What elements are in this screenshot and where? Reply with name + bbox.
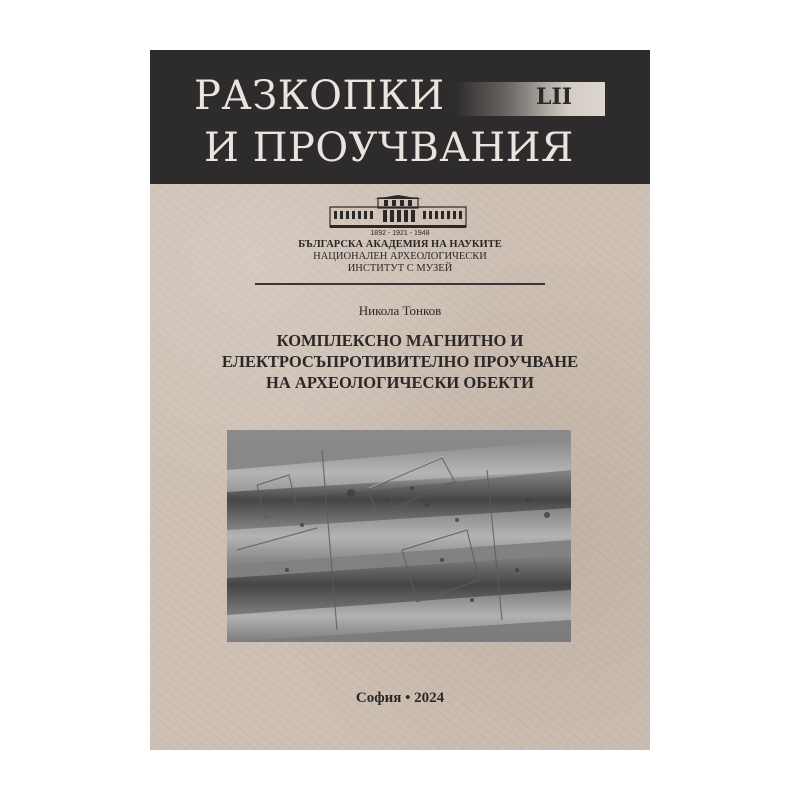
divider — [255, 283, 545, 285]
series-title-line2: И ПРОУЧВАНИЯ — [204, 125, 574, 171]
institution-line1: БЪЛГАРСКА АКАДЕМИЯ НА НАУКИТЕ — [298, 239, 502, 250]
book-title-line3: НА АРХЕОЛОГИЧЕСКИ ОБЕКТИ — [266, 373, 534, 392]
book-cover — [150, 50, 650, 750]
institution-line2: НАЦИОНАЛЕН АРХЕОЛОГИЧЕСКИ — [313, 251, 487, 262]
book-title-line1: КОМПЛЕКСНО МАГНИТНО И — [276, 331, 524, 350]
series-header-band — [150, 50, 650, 184]
magnetometry-scan-image — [227, 430, 571, 642]
book-title-line2: ЕЛЕКТРОСЪПРОТИВИТЕЛНО ПРОУЧВАНЕ — [221, 352, 579, 371]
museum-building-icon — [328, 195, 468, 229]
imprint-place-year: София • 2024 — [355, 690, 445, 706]
volume-plate — [455, 82, 605, 116]
institution-line3: ИНСТИТУТ С МУЗЕЙ — [347, 263, 453, 274]
volume-number: LII — [536, 84, 573, 110]
founding-years: 1892 - 1921 - 1948 — [370, 230, 430, 237]
series-title-line1: РАЗКОПКИ — [194, 73, 445, 119]
author-name: Никола Тонков — [358, 303, 442, 318]
